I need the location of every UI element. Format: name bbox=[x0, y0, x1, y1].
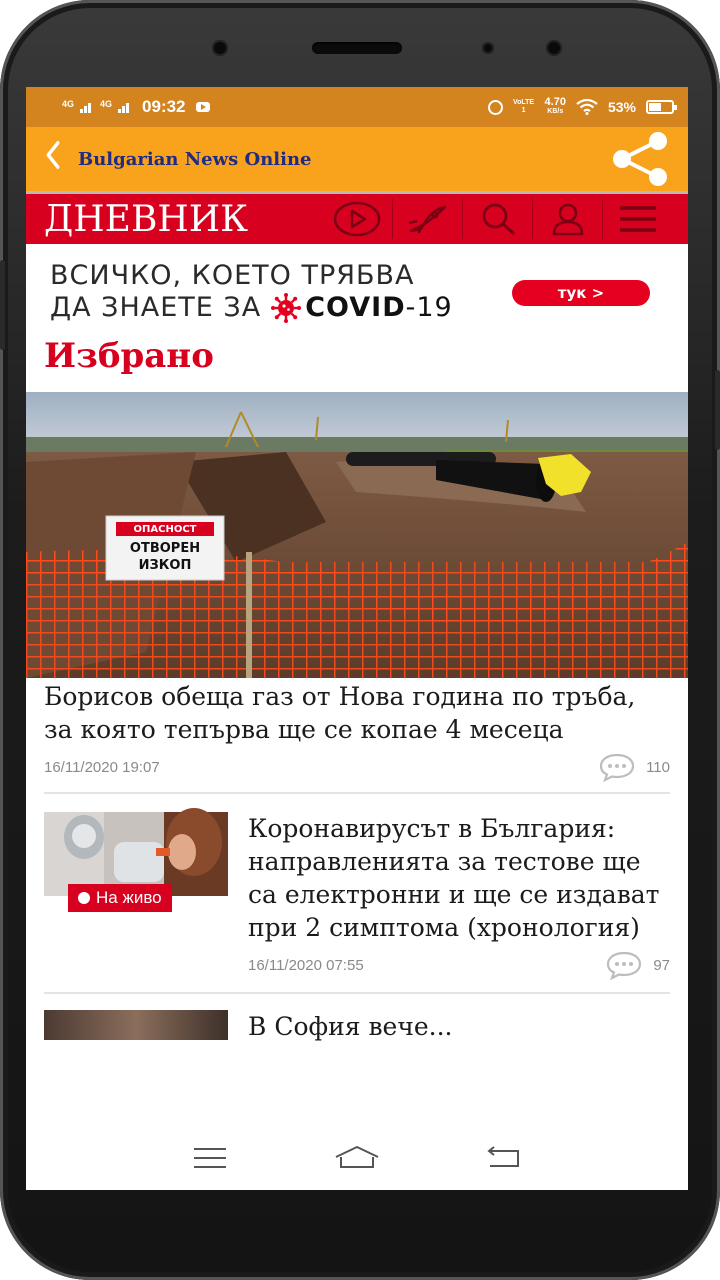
article-image[interactable] bbox=[26, 392, 688, 678]
network-speed bbox=[545, 97, 566, 117]
sign-line-1: ОПАСНОСТ bbox=[133, 524, 197, 535]
signal-label-2: 4G bbox=[100, 98, 113, 109]
section-title: Избрано bbox=[44, 336, 214, 376]
article-card[interactable] bbox=[26, 794, 688, 980]
covid-banner-line1: ВСИЧКО, КОЕТО ТРЯБВА bbox=[50, 260, 415, 291]
hazard-sign bbox=[106, 516, 224, 580]
sign-line-2: ОТВОРЕН bbox=[129, 541, 201, 556]
article-thumbnail[interactable] bbox=[44, 812, 228, 907]
app-title: Bulgarian News Online bbox=[78, 148, 312, 170]
signal-bars-icon bbox=[118, 101, 132, 113]
share-icon[interactable] bbox=[610, 131, 674, 187]
virus-icon bbox=[271, 293, 301, 323]
user-icon[interactable] bbox=[532, 199, 602, 239]
comments-number: 97 bbox=[653, 956, 670, 974]
wifi-icon bbox=[576, 99, 598, 115]
article-date: 16/11/2020 19:07 bbox=[44, 758, 160, 776]
live-dot-icon bbox=[78, 892, 90, 904]
covid-more-button[interactable]: тук > bbox=[512, 280, 650, 306]
search-icon[interactable] bbox=[462, 199, 532, 239]
volume-button bbox=[0, 260, 5, 350]
article-card[interactable] bbox=[26, 678, 688, 782]
article-meta bbox=[44, 752, 670, 782]
comment-icon bbox=[598, 752, 636, 782]
alarm-icon bbox=[488, 100, 503, 115]
sign-line-3: ИЗКОП bbox=[138, 558, 192, 573]
live-badge-label: На живо bbox=[96, 888, 162, 907]
sensor-icon bbox=[212, 40, 228, 56]
volte-label: VoLTE1 bbox=[512, 99, 535, 114]
covid-banner[interactable] bbox=[26, 250, 688, 328]
article-thumbnail[interactable] bbox=[44, 1010, 228, 1040]
article-date: 16/11/2020 07:55 bbox=[248, 956, 364, 974]
live-badge bbox=[68, 884, 172, 912]
covid-word: COVID bbox=[305, 292, 406, 323]
rocket-icon[interactable] bbox=[392, 199, 462, 239]
menu-icon[interactable] bbox=[602, 199, 672, 239]
speed-unit: KB/s bbox=[547, 108, 564, 115]
article-card[interactable] bbox=[26, 994, 688, 1041]
comments-count[interactable] bbox=[605, 950, 670, 980]
power-button bbox=[715, 370, 720, 450]
comment-icon bbox=[605, 950, 643, 980]
article-meta bbox=[248, 950, 670, 980]
signal-label-1: 4G bbox=[62, 98, 75, 109]
comments-count[interactable] bbox=[598, 752, 670, 782]
article-headline[interactable]: В София вече... bbox=[248, 1012, 453, 1041]
earpiece bbox=[312, 42, 402, 54]
play-icon[interactable] bbox=[322, 199, 392, 239]
covid-suffix: -19 bbox=[405, 292, 453, 323]
speed-value: 4.70 bbox=[544, 96, 566, 108]
status-bar bbox=[26, 87, 688, 127]
front-camera-icon bbox=[546, 40, 562, 56]
battery-percent: 53% bbox=[607, 99, 636, 115]
site-logo[interactable]: ДНЕВНИК bbox=[44, 198, 249, 240]
chevron-left-icon[interactable] bbox=[44, 140, 62, 178]
article-headline[interactable]: Борисов обеща газ от Нова година по тръба, за която тепърва ще се копае 4 месеца bbox=[44, 682, 636, 744]
back-icon[interactable] bbox=[482, 1143, 526, 1173]
article-headline[interactable]: Коронавирусът в България: направленията за тестове ще са електронни и ще се издават при 2 симптома (хронология) bbox=[248, 814, 660, 942]
proximity-sensor bbox=[482, 42, 494, 54]
system-nav-bar bbox=[26, 1126, 688, 1190]
comments-number: 110 bbox=[646, 758, 670, 776]
signal-bars-icon bbox=[80, 101, 94, 113]
covid-banner-prefix: ДА ЗНАЕТЕ ЗА bbox=[50, 292, 262, 323]
clock: 09:32 bbox=[142, 97, 186, 116]
battery-icon bbox=[646, 100, 674, 114]
site-header bbox=[26, 194, 688, 250]
screen bbox=[26, 87, 688, 1190]
youtube-notification-icon bbox=[196, 102, 210, 112]
app-bar bbox=[26, 127, 688, 194]
home-icon[interactable] bbox=[335, 1143, 379, 1173]
recent-apps-icon[interactable] bbox=[188, 1143, 232, 1173]
